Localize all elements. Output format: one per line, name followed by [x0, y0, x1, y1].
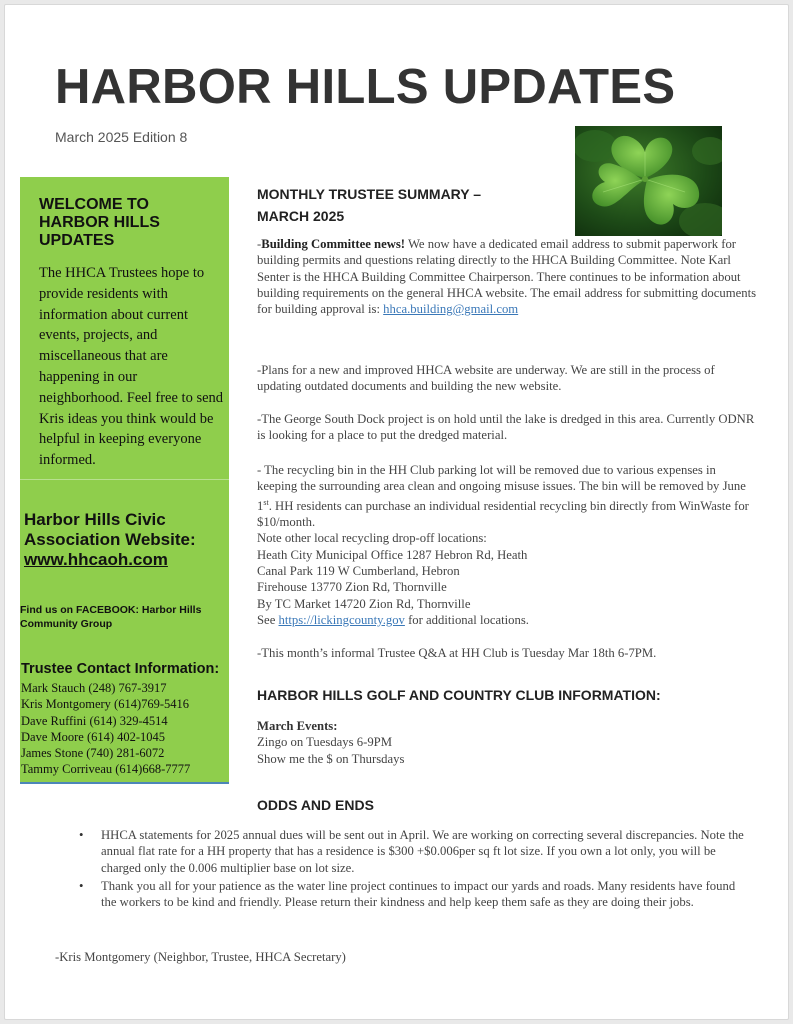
welcome-heading: WELCOME TO HARBOR HILLS UPDATES — [39, 196, 160, 249]
odds-and-ends-list — [75, 827, 745, 912]
licking-county-link[interactable]: https://lickingcounty.gov — [278, 612, 405, 627]
recycling-location: By TC Market 14720 Zion Rd, Thornville — [257, 596, 471, 611]
page-title: HARBOR HILLS UPDATES — [55, 60, 676, 114]
trustee-contact: Mark Stauch (248) 767-3917 — [21, 681, 167, 695]
march-events — [257, 718, 404, 767]
newsletter-page — [4, 4, 789, 1020]
bullet-icon: • — [79, 878, 84, 893]
event-item: Zingo on Tuesdays 6-9PM — [257, 735, 393, 750]
building-committee-paragraph: -Building Committee news! We now have a dedicated email address to submit paperwork for building permits and questions relating directly to the HHCA Building Committee. Note Karl Senter is the HHCA Building Committee Chairperson. There continues to be information about building requirements on the general HHCA website. The email address for submitting documents for building approval is: hhca.building@gmail.com — [257, 237, 757, 317]
building-committee-label: Building Committee news! — [261, 237, 406, 251]
golf-club-heading: HARBOR HILLS GOLF AND COUNTRY CLUB INFORMATION: — [257, 687, 661, 703]
sidebar-panel — [20, 177, 229, 784]
recycling-location: Heath City Municipal Office 1287 Hebron Rd, Heath — [257, 547, 528, 562]
trustee-contact: Dave Ruffini (614) 329-4514 — [21, 713, 168, 728]
trustee-contact: Dave Moore (614) 402-1045 — [21, 729, 166, 744]
trustee-summary-heading: MONTHLY TRUSTEE SUMMARY – MARCH 2025 — [257, 186, 482, 224]
recycling-note: Note other local recycling drop-off locations: — [257, 531, 487, 546]
clover-photo — [575, 126, 722, 236]
edition-label: March 2025 Edition 8 — [55, 129, 188, 145]
recycling-paragraph: - The recycling bin in the HH Club parking lot will be removed due to various expenses in keeping the surrounding area clean and ongoing misuse issues. The bin will be removed by June 1st. HH residents can purchase an individual residential recycling bin directly from WinWaste for $10/month. Note other local recycling drop-off locations: Heath City Municipal Office 1287 Hebron Rd, Heath Canal Park 119 W Cumberland, Hebron Firehouse 13770 Zion Rd, Thornville By TC Market 14720 Zion Rd, Thornville See https://lickingcounty.gov for additional locations. — [257, 462, 757, 628]
sidebar-divider — [20, 479, 229, 480]
trustee-contact: James Stone (740) 281-6072 — [21, 746, 165, 761]
recycling-location: Firehouse 13770 Zion Rd, Thornville — [257, 580, 447, 595]
welcome-text: The HHCA Trustees hope to provide residents with information about current events, projects, and miscellaneous that are happening in our neighborhood. Feel free to send Kris ideas you think would be helpful in keeping everyone informed. — [39, 265, 224, 469]
website-paragraph: -Plans for a new and improved HHCA website are underway. We are still in the process of updating outdated documents and building the new website. — [257, 363, 715, 394]
trustee-contact-heading: Trustee Contact Information: — [21, 661, 220, 677]
odds-item: • Thank you all for your patience as the water line project continues to impact our yards and roads. Many residents have found the workers to be kind and friendly. Please return their kindness and help keep them safe as they are doing their jobs. — [79, 878, 736, 910]
odds-and-ends-heading: ODDS AND ENDS — [257, 797, 374, 813]
dock-paragraph: -The George South Dock project is on hold until the lake is dredged in this area. Currently ODNR is looking for a place to put the dredged material. — [257, 412, 755, 443]
bullet-icon: • — [79, 828, 84, 842]
trustee-contact-list — [21, 680, 190, 778]
trustee-contact: Tammy Corriveau (614)668-7777 — [21, 762, 191, 777]
recycling-location: Canal Park 119 W Cumberland, Hebron — [257, 564, 460, 579]
facebook-note: Find us on FACEBOOK: Harbor Hills Community Group — [20, 604, 202, 630]
signoff: -Kris Montgomery (Neighbor, Trustee, HHCA Secretary) — [55, 950, 346, 964]
civic-website-block: Harbor Hills Civic Association Website: www.hhcaoh.com — [24, 510, 196, 569]
march-events-heading: March Events: — [257, 719, 338, 733]
civic-website-link[interactable]: www.hhcaoh.com — [24, 550, 168, 569]
event-item: Show me the $ on Thursdays — [257, 751, 405, 766]
trustee-contact: Kris Montgomery (614)769-5416 — [21, 697, 190, 712]
building-email-link[interactable]: hhca.building@gmail.com — [383, 302, 519, 317]
odds-item: • HHCA statements for 2025 annual dues will be sent out in April. We are working on correcting several discrepancies. Note the annual flat rate for a HH property that has a residence is $300 +$0.006per sq ft lot size. If you own a lot only, you will be charged only the 0.006 multiplier base on lot size. — [79, 828, 744, 875]
trustee-qa-paragraph: -This month’s informal Trustee Q&A at HH Club is Tuesday Mar 18th 6-7PM. — [257, 646, 657, 660]
